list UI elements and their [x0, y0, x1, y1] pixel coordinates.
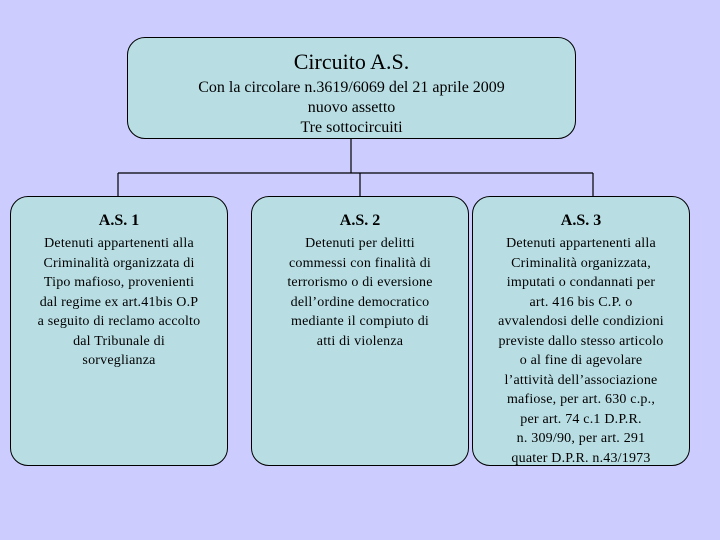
root-line-circular: Con la circolare n.3619/6069 del 21 aprile 2009 — [198, 79, 505, 96]
root-line-subcircuits: Tre sottocircuiti — [300, 119, 403, 136]
node-as-3 — [472, 196, 690, 466]
root-line-new-structure: nuovo assetto — [307, 99, 396, 116]
node-as-2 — [251, 196, 469, 466]
root-node — [127, 37, 576, 139]
node-as-1-description: Detenuti appartenenti alla Criminalità organizzata di Tipo mafioso, provenienti dal regime ex art.41bis O.P a seguito di reclamo accolto dal Tribunale di sorveglianza — [37, 236, 201, 368]
node-as-1 — [10, 196, 228, 466]
node-as-2-title: A.S. 2 — [339, 212, 381, 229]
node-as-3-title: A.S. 3 — [560, 212, 602, 229]
node-as-3-description: Detenuti appartenenti alla Criminalità organizzata, imputati o condannati per art. 416 bis C.P. o avvalendosi delle condizioni previste dallo stesso articolo o al fine di agevolare l’attività dell’associazione mafiose, per art. 630 c.p., per art. 74 c.1 D.P.R. n. 309/90, per art. 291 quater D.P.R. n.43/1973 — [498, 236, 664, 466]
node-as-2-description: Detenuti per delitti commessi con finalità di terrorismo o di eversione dell’ordine democratico mediante il compiuto di atti di violenza — [287, 236, 433, 349]
node-as-1-title: A.S. 1 — [98, 212, 140, 229]
root-title: Circuito A.S. — [293, 49, 410, 74]
